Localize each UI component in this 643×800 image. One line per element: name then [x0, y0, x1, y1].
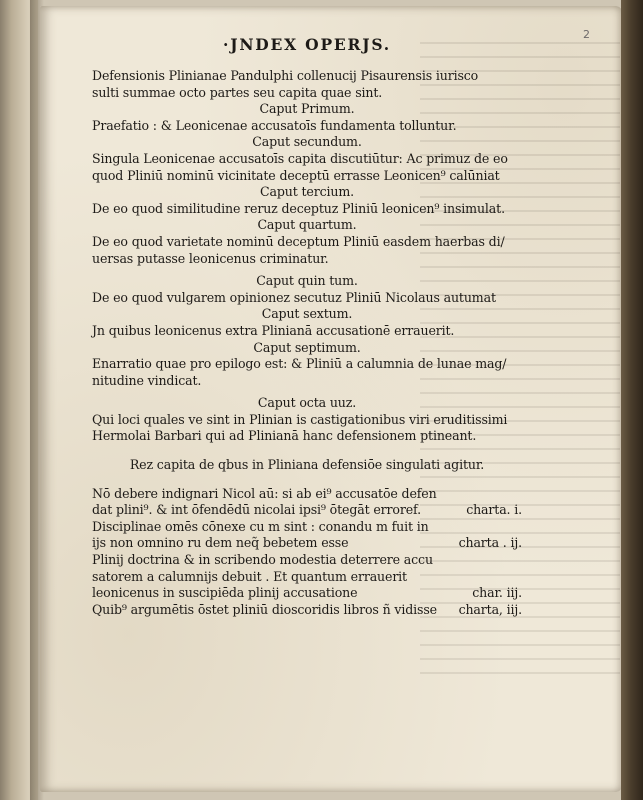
index-text-block — [92, 36, 522, 618]
cover-edge — [621, 0, 643, 800]
chapter-heading: Caput sextum. — [261, 306, 353, 322]
capita-entry: Nō debere indignari Nicol aū: si ab ei⁹ accusatōe defen dat plini⁹. & int ōfendēdū nicolai ipsi⁹ ōtegāt erroref. — [92, 485, 437, 518]
chapter-summary: Qui loci quales ve sint in Plinian is castigationibus viri eruditissimi Hermolai Barbari qui ad Plinianā hanc defensionem ptineant. — [92, 411, 508, 444]
chapter-summary: Praefatio : & Leonicenae accusatoīs fundamenta tolluntur. — [92, 117, 457, 133]
chapter-summary: De eo quod varietate nominū deceptum Pliniū easdem haerbas di/ uersas putasse leonicenus criminatur. — [92, 233, 505, 266]
chapter-summary: De eo quod vulgarem opinionez secutuz Pliniū Nicolaus autumat — [92, 289, 496, 305]
chapter-summary: Singula Leonicenae accusatoīs capita discutiūtur: Ac primuz de eo quod Pliniū nominū vicinitate deceptū errasse Leonicen⁹ calūniat — [92, 150, 508, 183]
capita-entry: Quib⁹ argumētis ōstet pliniū dioscoridis libros ñ vidisse — [92, 601, 437, 617]
capita-entry: Disciplinae omēs cōnexe cu m sint : conandu m fuit in ijs non omnino ru dem neq̃ bebetem esse — [92, 518, 429, 551]
chapter-heading: Caput secundum. — [252, 134, 362, 150]
capita-ref: charta, iij. — [458, 601, 522, 617]
chapter-heading: Caput quartum. — [257, 217, 357, 233]
book-page — [40, 6, 622, 792]
chapter-summary: De eo quod similitudine reruz deceptuz Pliniū leonicen⁹ insimulat. — [92, 200, 505, 216]
capita-ref: char. iij. — [472, 585, 522, 601]
chapter-summary: Enarratio quae pro epilogo est: & Pliniū a calumnia de lunae mag/ nitudine vindicat. — [92, 356, 507, 388]
chapter-heading: Caput Primum. — [259, 101, 355, 117]
chapter-heading: Caput quin tum. — [256, 273, 358, 289]
capita-entry: Plinij doctrina & in scribendo modestia deterrere accu satorem a calumnijs debuit . Et quantum errauerit leonicenus in suscipiēda plinij accusatione — [92, 552, 433, 601]
capita-ref: charta. i. — [466, 502, 522, 518]
chapter-heading: Caput octa uuz. — [257, 395, 357, 411]
folio-number: 2 — [583, 28, 590, 41]
chapter-summary: Jn quibus leonicenus extra Plinianā accusationē errauerit. — [92, 322, 455, 338]
capita-ref: charta . ij. — [458, 535, 522, 551]
summary-intro: Defensionis Plinianae Pandulphi collenucij Pisaurensis iurisco sulti summae octo partes seu capita quae sint. — [92, 68, 479, 100]
chapter-heading: Caput tercium. — [260, 184, 354, 200]
section-heading: Rez capita de qbus in Pliniana defensiōe singulati agitur. — [129, 457, 485, 473]
page-title: ·JNDEX OPERJS. — [223, 35, 391, 54]
chapter-heading: Caput septimum. — [253, 339, 361, 355]
